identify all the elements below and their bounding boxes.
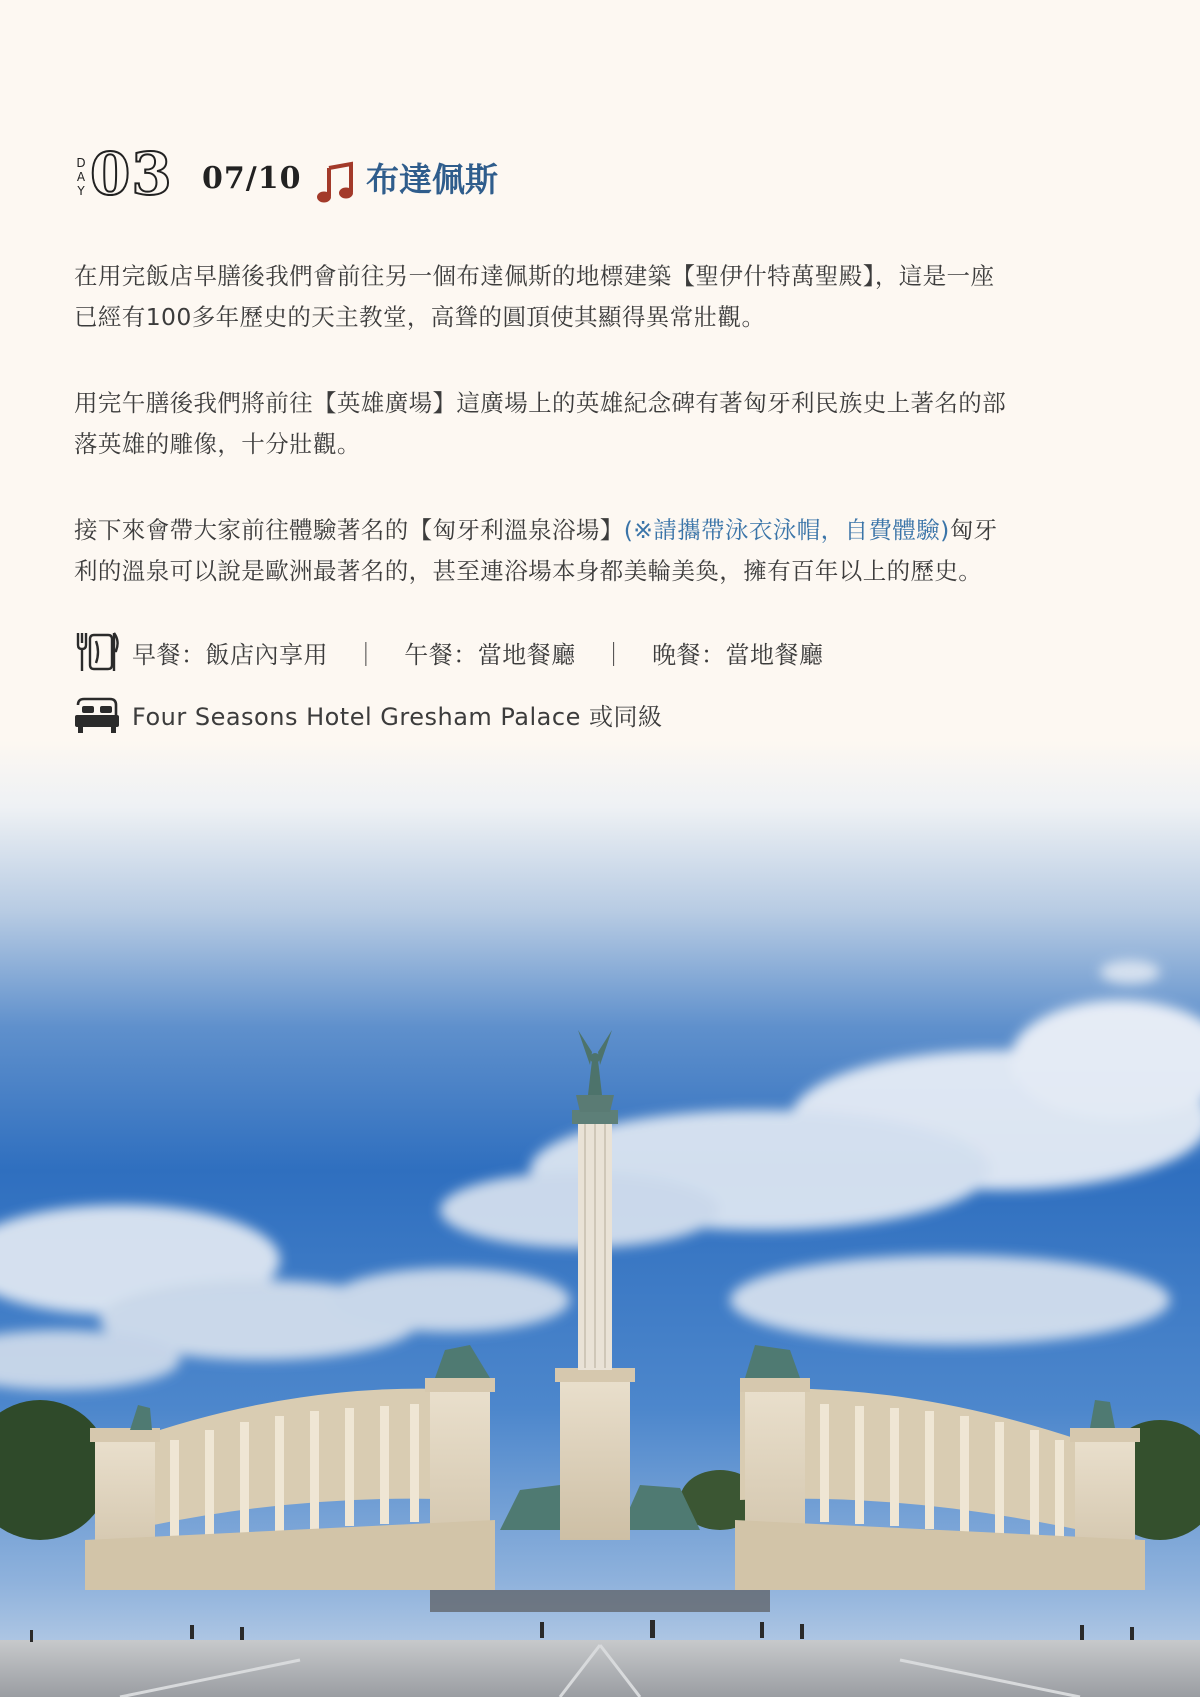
paragraph-basilica xyxy=(74,256,1126,338)
lunch-info: 午餐：當地餐廳 xyxy=(404,640,576,669)
dining-icon xyxy=(74,631,120,673)
hotel-name: Four Seasons Hotel Gresham Palace 或同級 xyxy=(132,702,663,731)
paragraph-line: 落英雄的雕像，十分壯觀。 xyxy=(74,430,361,458)
meals-row xyxy=(74,630,824,674)
day-header xyxy=(74,140,974,210)
breakfast-info: 早餐：飯店內享用 xyxy=(132,640,328,669)
day-number: 03 xyxy=(90,140,173,208)
paragraph-line: 用完午膳後我們將前往【英雄廣場】這廣場上的英雄紀念碑有著匈牙利民族史上著名的部 xyxy=(74,389,1007,417)
dinner-info: 晚餐：當地餐廳 xyxy=(652,640,824,669)
paragraph-thermal-bath xyxy=(74,510,1126,592)
city-title: 布達佩斯 xyxy=(366,160,498,199)
meal-separator: ｜ xyxy=(601,640,627,669)
bed-icon xyxy=(74,693,120,735)
heroes-square-image xyxy=(0,740,1200,1697)
paragraph-text: 接下來會帶大家前往體驗著名的【匈牙利溫泉浴場】 xyxy=(74,516,624,544)
paragraph-heroes-square xyxy=(74,383,1126,465)
heroes-square-photo xyxy=(0,740,1200,1697)
paragraph-text: 匈牙 xyxy=(949,516,998,544)
day-letter-d: D xyxy=(76,156,86,170)
day-letter-a: A xyxy=(76,170,86,184)
paragraph-line: 已經有100多年歷史的天主教堂，高聳的圓頂使其顯得異常壯觀。 xyxy=(74,303,766,331)
swimwear-note: (※請攜帶泳衣泳帽，自費體驗) xyxy=(623,516,950,544)
music-note-icon xyxy=(317,160,357,204)
paragraph-line: 在用完飯店早膳後我們會前往另一個布達佩斯的地標建築【聖伊什特萬聖殿】，這是一座 xyxy=(74,262,995,290)
day-letter-y: Y xyxy=(77,184,85,198)
paragraph-line: 利的溫泉可以說是歐洲最著名的，甚至連浴場本身都美輪美奐，擁有百年以上的歷史。 xyxy=(74,557,983,585)
day-label xyxy=(74,156,88,198)
hotel-row xyxy=(74,692,662,736)
day-date: 07/10 xyxy=(202,161,302,196)
paragraph-line xyxy=(74,510,1126,551)
meal-separator: ｜ xyxy=(353,640,379,669)
